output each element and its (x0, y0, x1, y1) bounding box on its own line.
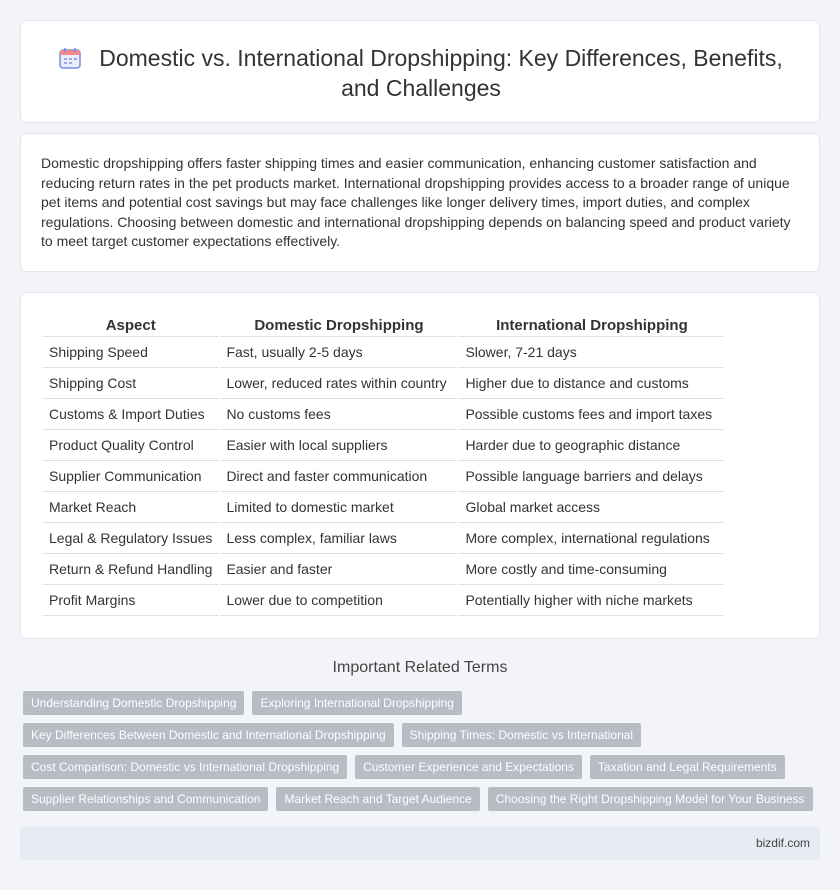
header-aspect: Aspect (43, 313, 218, 337)
tag-row (23, 723, 823, 755)
cell-domestic: Easier and faster (220, 554, 457, 585)
related-term-tag[interactable]: Customer Experience and Expectations (355, 755, 582, 779)
comparison-card (20, 292, 820, 639)
table-row (43, 554, 724, 585)
table-row (43, 585, 724, 616)
related-term-tag[interactable]: Shipping Times: Domestic vs International (402, 723, 641, 747)
cell-aspect: Return & Refund Handling (43, 554, 218, 585)
cell-domestic: Less complex, familiar laws (220, 523, 457, 554)
cell-domestic: Easier with local suppliers (220, 430, 457, 461)
cell-international: Harder due to geographic distance (459, 430, 724, 461)
cell-aspect: Supplier Communication (43, 461, 218, 492)
related-term-tag[interactable]: Choosing the Right Dropshipping Model for Your Business (488, 787, 813, 811)
cell-aspect: Legal & Regulatory Issues (43, 523, 218, 554)
cell-international: Possible customs fees and import taxes (459, 399, 724, 430)
footer-site-link[interactable]: bizdif.com (755, 836, 810, 850)
tag-row (23, 691, 823, 723)
cell-international: More complex, international regulations (459, 523, 724, 554)
related-terms-tags (23, 691, 823, 819)
calendar-icon (59, 47, 81, 69)
cell-aspect: Shipping Cost (43, 368, 218, 399)
table-row (43, 399, 724, 430)
footer (20, 826, 820, 860)
summary-paragraph: Domestic dropshipping offers faster shipping times and easier communication, enhancing customer satisfaction and reducing return rates in the pet products market. International dropshipping provides access to a broader range of unique pet items and potential cost savings but may face challenges like longer delivery times, import duties, and complex regulations. Choosing between domestic and international dropshipping depends on balancing speed and product variety to meet target customer expectations effectively. (41, 155, 791, 250)
cell-international: Possible language barriers and delays (459, 461, 724, 492)
related-term-tag[interactable]: Market Reach and Target Audience (276, 787, 479, 811)
cell-domestic: Direct and faster communication (220, 461, 457, 492)
related-term-tag[interactable]: Supplier Relationships and Communication (23, 787, 268, 811)
table-row (43, 337, 724, 368)
cell-international: Higher due to distance and customs (459, 368, 724, 399)
header-domestic: Domestic Dropshipping (220, 313, 457, 337)
summary-card (20, 133, 820, 272)
page-title (21, 43, 821, 103)
cell-international: Global market access (459, 492, 724, 523)
related-terms-title: Important Related Terms (332, 659, 508, 676)
header-international: International Dropshipping (459, 313, 724, 337)
related-term-tag[interactable]: Cost Comparison: Domestic vs International Dropshipping (23, 755, 347, 779)
cell-aspect: Market Reach (43, 492, 218, 523)
related-term-tag[interactable]: Exploring International Dropshipping (252, 691, 461, 715)
table-header-row (43, 313, 724, 337)
comparison-table (41, 313, 726, 616)
cell-domestic: No customs fees (220, 399, 457, 430)
cell-international: More costly and time-consuming (459, 554, 724, 585)
related-term-tag[interactable]: Key Differences Between Domestic and International Dropshipping (23, 723, 394, 747)
title-line-2: and Challenges (341, 75, 501, 101)
cell-domestic: Limited to domestic market (220, 492, 457, 523)
related-term-tag[interactable]: Understanding Domestic Dropshipping (23, 691, 244, 715)
table-row (43, 492, 724, 523)
table-row (43, 523, 724, 554)
cell-aspect: Profit Margins (43, 585, 218, 616)
cell-aspect: Shipping Speed (43, 337, 218, 368)
title-line-1: Domestic vs. International Dropshipping: Key Differences, Benefits, (99, 45, 783, 71)
cell-domestic: Lower due to competition (220, 585, 457, 616)
cell-aspect: Customs & Import Duties (43, 399, 218, 430)
table-row (43, 461, 724, 492)
table-row (43, 368, 724, 399)
related-term-tag[interactable]: Taxation and Legal Requirements (590, 755, 785, 779)
tag-row (23, 787, 823, 819)
cell-international: Potentially higher with niche markets (459, 585, 724, 616)
title-card (20, 20, 820, 123)
cell-aspect: Product Quality Control (43, 430, 218, 461)
tag-row (23, 755, 823, 787)
cell-domestic: Lower, reduced rates within country (220, 368, 457, 399)
table-row (43, 430, 724, 461)
cell-domestic: Fast, usually 2-5 days (220, 337, 457, 368)
cell-international: Slower, 7-21 days (459, 337, 724, 368)
